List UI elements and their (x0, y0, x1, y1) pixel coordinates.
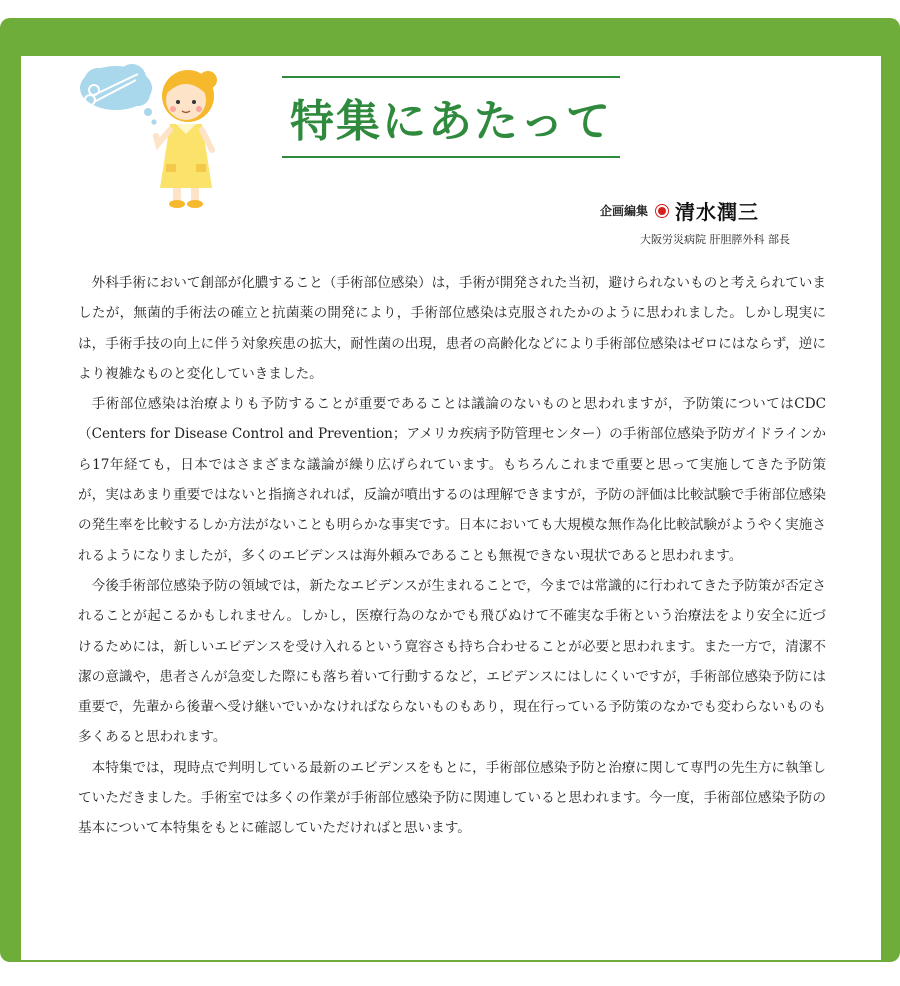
editor-line (600, 196, 840, 225)
bullet-icon (656, 205, 668, 217)
editor-affiliation: 大阪労災病院 肝胆膵外科 部長 (640, 233, 790, 246)
editor-role: 企画編集 (600, 204, 649, 218)
nurse-illustration (78, 60, 223, 212)
paragraph: 外科手術において創部が化膿すること（手術部位感染）は，手術が開発された当初，避けられないものと考えられていましたが，無菌的手術法の確立と抗菌薬の開発により，手術部位感染は克服されたかのように思われました。しかし現実には，手術手技の向上に伴う対象疾患の拡大，耐性菌の出現，患者の高齢化などにより手術部位感染はゼロにはならず，逆により複雑なものと変化していきました。 (78, 275, 826, 382)
paragraph: 本特集では，現時点で判明している最新のエビデンスをもとに，手術部位感染予防と治療に関して専門の先生方に執筆していただきました。手術室では多くの作業が手術部位感染予防に関連していると思われます。今一度，手術部位感染予防の基本について本特集をもとに確認していただければと思います。 (78, 759, 826, 837)
editor-credit (600, 196, 840, 247)
paragraph: 今後手術部位感染予防の領域では，新たなエビデンスが生まれることで，今までは常識的に行われてきた予防策が否定されることが起こるかもしれません。しかし，医療行為のなかでも飛びぬけて不確実な手術という治療法をより安全に近づけるためには，新しいエビデンスを受け入れるという寛容さも持ち合わせることが必要と思われます。また一方で，清潔不潔の意識や，患者さんが急変した際にも落ち着いて行動するなど，エビデンスにはしにくいですが，手術部位感染予防には重要で，先輩から後輩へ受け継いでいかなければならないものもあり，現在行っている予防策のなかでも変わらないものも多くあると思われます。 (78, 577, 826, 746)
title-box (282, 76, 620, 158)
paragraph: 手術部位感染は治療よりも予防することが重要であることは議論のないものと思われますが，予防策についてはCDC（Centers for Disease Control and Prevention；アメリカ疾病予防管理センター）の手術部位感染予防ガイドラインから17年経ても，日本ではさまざまな議論が繰り広げられています。もちろんこれまで重要と思って実施してきた予防策が，実はあまり重要ではないと指摘されれば，反論が噴出するのは理解できますが，予防の評価は比較試験で手術部位感染の発生率を比較するしか方法がないことも明らかな事実です。日本においても大規模な無作為化比較試験がようやく実施されるようになりましたが，多くのエビデンスは海外頼みであることも無視できない現状であると思われます。 (78, 396, 826, 564)
body-text (78, 268, 826, 844)
nurse-figure (156, 70, 217, 208)
editor-name: 清水潤三 (675, 200, 760, 224)
page-title: 特集にあたって (290, 96, 612, 147)
